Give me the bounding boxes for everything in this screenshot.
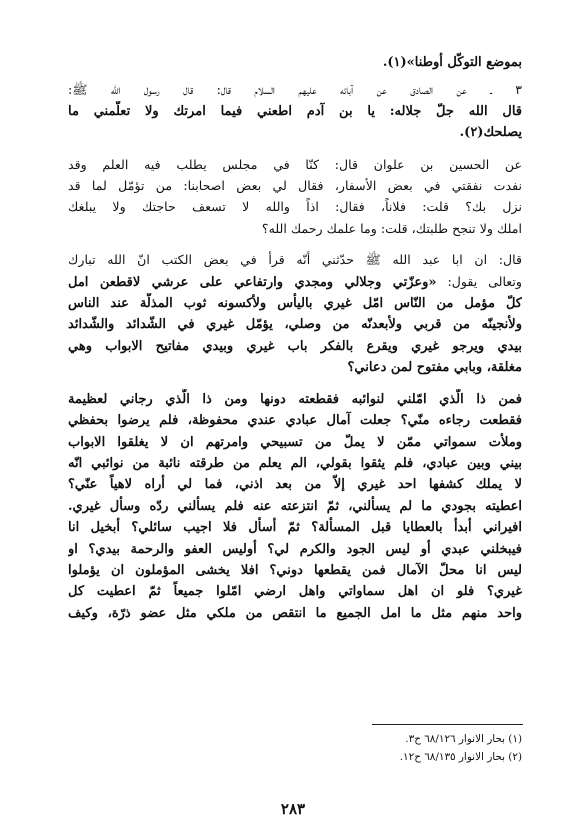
text-line: واحد منهم مثل ما امل الجميع ما انتقص من ملكي مثل عضو ذرّة، وكيف [68,605,522,621]
footnotes [68,730,522,766]
page-number: ٢٨٣ [280,800,306,818]
text-line: ٣ ـ عن الصادق عن آبائه عليهم السلام قال: قال رسول الله ﷺ: [68,82,522,98]
text-line: كلّ مؤمل من النّاس امّل غيري باليأس ولأكسونه ثوب المذلّة عند الناس [68,296,522,312]
text-line: فقطعت رجاءه منّي؟ جعلت آمال عبادي عندي محفوظة، فلم يرضوا بحفظي [68,413,522,429]
text-line: قال الله جلّ جلاله: يا بن آدم اطعني فيما امرتك ولا تعلّمني ما [68,103,522,119]
page-body [68,52,522,624]
text-line: مغلقة، وبابي مفتوح لمن دعاني؟ [347,360,522,376]
text-line: يصلحك(٢). [459,125,522,141]
text-line: عن الحسين بن علوان قال: كنّا في مجلس يطلب فيه العلم وقد [68,156,522,172]
text-line: بيدي ويرجو غيري ويقرع بالفكر باب غيري وبيدي مفاتيح الابواب وهي [68,338,522,354]
text-line: اعطيته بجودي ما لم يسألني، ثمّ انتزعته عنه فلم يسألني ردّه وسأل غيري. [68,498,522,514]
text-line: نفدت نفقتي في بعض الأسفار، فقال لي بعض اصحابنا: من تؤمّل لما قد [68,178,522,194]
text-line: ليس انا محلّ الآمال فمن يقطعها دوني؟ افلا يخشى المؤملون ان يؤملوا [68,562,522,578]
text-run: وتعالى يقول: [447,273,522,289]
text-line: افيراني أبدأ بالعطايا قبل المسألة؟ ثمّ أسأل فلا اجيب سائلي؟ أبخيل انا [68,520,522,536]
paragraph-3 [68,154,522,240]
footnote-1: (١) بحار الانوار ٦٨/١٢٦ ح٣. [405,733,522,745]
text-line [68,271,522,293]
quote-run: «وعزّتي وجلالي ومجدي وارتفاعي على عرشي لاقطعن امل [68,274,437,290]
text-line: قال: ان ابا عبد الله ﷺ حدّثني أنّه قرأ في بعض الكتب انّ الله تبارك [68,252,522,268]
text-line: بموضع التوكّل أوطنا»(١). [382,55,522,70]
paragraph-2 [68,79,522,143]
text-line: وملأت سمواتي ممّن لا يملّ من تسبيحي وامرتهم ان لا يغلقوا الابواب [68,434,522,450]
text-line: املك ولا تنجح طلبتك، قلت: وما علمك رحمك الله؟ [261,220,522,236]
text-line: ولأنجينّه من قربي ولأبعدنّه من وصلي، يؤمّل غيري في الشّدائد والشّدائد [68,317,522,333]
text-line: لا يملك كشفها احد غيري إلاّ من بعد اذني، فما لي أراه لاهياً عنّي؟ [68,477,522,493]
text-line: بيني وبين عبادي، فلم يثقوا بقولي، الم يعلم من طرقته نائبة من نوائبي انّه [68,455,522,471]
footnote-divider [372,724,523,725]
text-line: فيبخلني عبدي أو ليس الجود والكرم لي؟ أوليس العفو والرحمة بيدي؟ او [68,541,522,557]
paragraph-4 [68,249,522,378]
paragraph-1 [68,52,522,73]
text-line: نزل بك؟ قلت: فلاناً، فقال: اذاً والله لا تسعف حاجتك ولا يبلغك [68,199,522,215]
text-line: غيري؟ فلو ان اهل سماواتي واهل ارضي امّلوا جميعاً ثمّ اعطيت كل [68,584,522,600]
footnote-2: (٢) بحار الانوار ٦٨/١٣٥ ح١٢. [399,751,522,763]
text-line: فمن ذا الّذي امّلني لنوائبه فقطعته دونها ومن ذا الّذي رجاني لعظيمة [68,391,522,407]
paragraph-5 [68,389,522,624]
